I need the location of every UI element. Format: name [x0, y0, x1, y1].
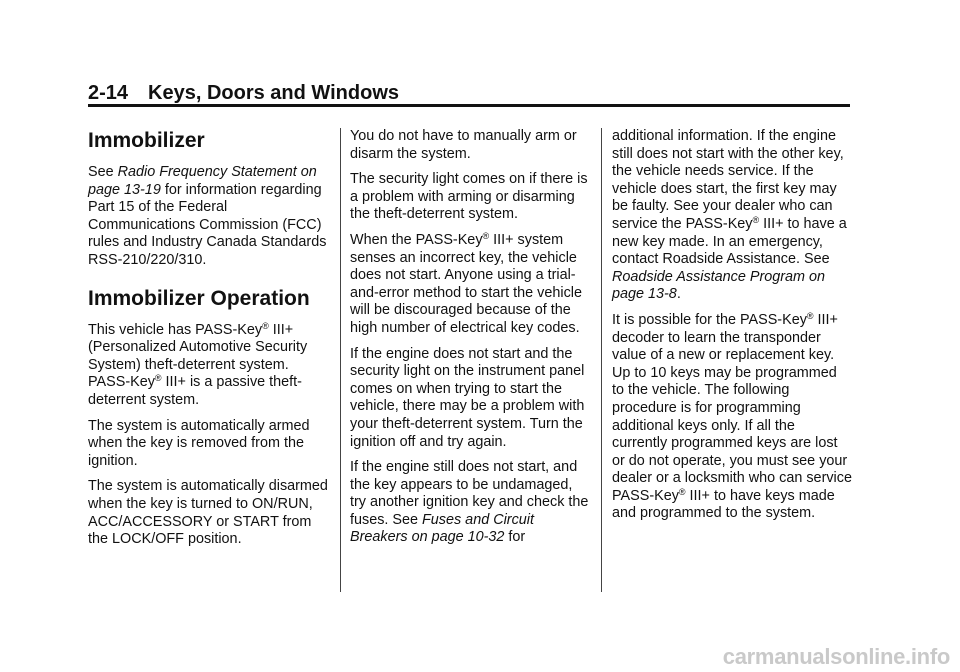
- column-2: [350, 128, 590, 555]
- chapter-title: Keys, Doors and Windows: [148, 82, 399, 104]
- watermark: carmanualsonline.info: [722, 644, 950, 669]
- cross-reference-link[interactable]: Fuses and Circuit Breakers on page 10-32: [350, 511, 534, 546]
- page-number: 2-14: [88, 82, 129, 104]
- paragraph-fcc: See Radio Frequency Statement on page 13-19 for information regarding Part 15 of the Federal Communications Commission (FCC) rules and Industry Canada Standards RSS-210/220/310.: [88, 164, 327, 268]
- cross-reference-link[interactable]: Radio Frequency Statement on page 13-19: [88, 164, 317, 198]
- column-divider-right: [601, 128, 602, 592]
- page-header: [88, 80, 399, 106]
- registered-mark: ®: [262, 320, 269, 331]
- section-heading-immobilizer: Immobilizer: [88, 129, 205, 152]
- paragraph-security-light: The security light comes on if there is a problem with arming or disarming the theft-deterrent system.: [350, 171, 588, 223]
- paragraph-pass-key-intro: This vehicle has PASS-Key® III+ (Personalized Automotive Security System) theft-deterrent system. PASS-Key® III+ is a passive theft-deterrent system.: [88, 320, 308, 408]
- paragraph-incorrect-key: When the PASS-Key® III+ system senses an incorrect key, the vehicle does not start. Anyone using a trial-and-error method to start the vehicle will be discouraged because of the high number of electrical key codes.: [350, 230, 582, 336]
- registered-mark: ®: [154, 373, 162, 384]
- paragraph-engine-not-start: If the engine does not start and the security light on the instrument panel comes on when trying to start the vehicle, there may be a problem with your theft-deterrent system. Turn the ignition off and try again.: [350, 345, 585, 450]
- column-divider-left: [340, 128, 341, 592]
- paragraph-check-fuses: If the engine still does not start, and the key appears to be undamaged, try another ignition key and check the fuses. See Fuses and Circuit Breakers on page 10-32 for: [350, 459, 589, 546]
- paragraph-disarmed: The system is automatically disarmed when the key is turned to ON/RUN, ACC/ACCESSORY or START from the LOCK/OFF position.: [88, 478, 328, 548]
- registered-mark: ®: [806, 310, 814, 321]
- section-heading-immobilizer-operation: Immobilizer Operation: [88, 286, 310, 310]
- registered-mark: ®: [678, 486, 686, 497]
- paragraph-key-programming: It is possible for the PASS-Key® III+ decoder to learn the transponder value of a new or replacement key. Up to 10 keys may be programmed to the vehicle. The following procedure is for programming additional keys only. If all the currently programmed keys are lost or do not operate, you must see your dealer or a locksmith who can service PASS-Key® III+ to have keys made and programmed to the system.: [612, 310, 852, 522]
- registered-mark: ®: [482, 230, 490, 241]
- column-1: [88, 128, 330, 557]
- paragraph-additional-info: additional information. If the engine still does not start with the other key, the vehicle needs service. If the vehicle does start, the first key may be faulty. See your dealer who can service the PASS-Key® III+ to have a new key made. In an emergency, contact Roadside Assistance. See Roadside Assistance Program on page 13-8.: [612, 128, 847, 303]
- paragraph-armed: The system is automatically armed when the key is removed from the ignition.: [88, 417, 310, 469]
- column-3: [612, 128, 852, 531]
- header-rule: [88, 104, 850, 107]
- cross-reference-link[interactable]: Roadside Assistance Program on page 13-8: [612, 268, 826, 303]
- paragraph-manual-arm: You do not have to manually arm or disarm the system.: [350, 128, 577, 162]
- registered-mark: ®: [752, 214, 760, 225]
